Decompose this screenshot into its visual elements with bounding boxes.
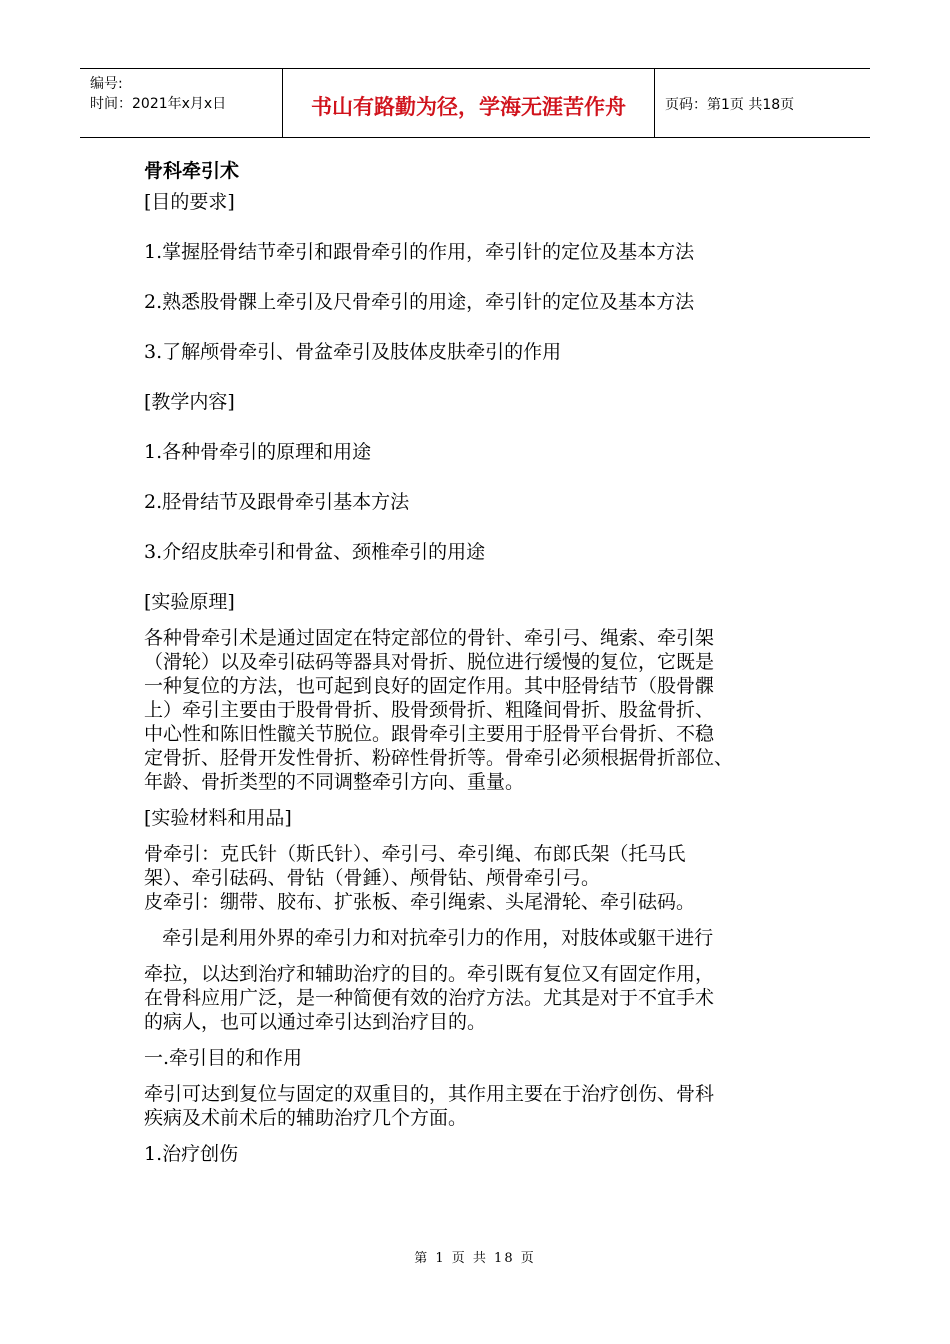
paragraph-line: 皮牵引：绷带、胶布、扩张板、牵引绳索、头尾滑轮、牵引砝码。 bbox=[144, 891, 696, 913]
objective-item: 1.掌握胫骨结节牵引和跟骨牵引的作用，牵引针的定位及基本方法 bbox=[144, 241, 695, 263]
content-item: 2.胫骨结节及跟骨牵引基本方法 bbox=[144, 491, 410, 513]
paragraph-line: 的病人，也可以通过牵引达到治疗目的。 bbox=[144, 1011, 487, 1033]
paragraph-line: 年龄、骨折类型的不同调整牵引方向、重量。 bbox=[144, 771, 525, 793]
document-title: 骨科牵引术 bbox=[144, 160, 240, 182]
section-heading-principle: [实验原理] bbox=[144, 591, 235, 613]
header-left-cell bbox=[80, 69, 283, 137]
doc-number-label: 编号: bbox=[90, 76, 123, 92]
paragraph-line: 牵引可达到复位与固定的双重目的，其作用主要在于治疗创伤、骨科 bbox=[144, 1083, 715, 1105]
paragraph-line: 牵拉，以达到治疗和辅助治疗的目的。牵引既有复位又有固定作用， bbox=[144, 963, 715, 985]
section-heading-objectives: [目的要求] bbox=[144, 191, 235, 213]
materials-paragraph bbox=[144, 842, 812, 914]
section-heading-purpose: 一.牵引目的和作用 bbox=[144, 1047, 303, 1069]
paragraph-line: 骨牵引：克氏针（斯氏针）、牵引弓、牵引绳、布郎氏架（托马氏 bbox=[144, 843, 686, 865]
paragraph-line: 各种骨牵引术是通过固定在特定部位的骨针、牵引弓、绳索、牵引架 bbox=[144, 627, 715, 649]
objective-item: 2.熟悉股骨髁上牵引及尺骨牵引的用途，牵引针的定位及基本方法 bbox=[144, 291, 695, 313]
header-page-info: 页码：第1页 共18页 bbox=[665, 97, 795, 113]
intro-first-line: 牵引是利用外界的牵引力和对抗牵引力的作用，对肢体或躯干进行 bbox=[144, 927, 714, 949]
principle-paragraph bbox=[144, 626, 812, 794]
header-page-cell bbox=[655, 69, 870, 137]
paragraph-line: 架）、牵引砝码、骨钻（骨錘）、颅骨钻、颅骨牵引弓。 bbox=[144, 867, 601, 889]
page-footer: 第 1 页 共 18 页 bbox=[414, 1251, 536, 1266]
paragraph-line: 定骨折、胫骨开发性骨折、粉碎性骨折等。骨牵引必须根据骨折部位、 bbox=[144, 747, 734, 769]
document-body bbox=[144, 158, 812, 1166]
purpose-item: 1.治疗创伤 bbox=[144, 1143, 239, 1165]
section-heading-content: [教学内容] bbox=[144, 391, 235, 413]
paragraph-line: （滑轮）以及牵引砝码等器具对骨折、脱位进行缓慢的复位，它既是 bbox=[144, 651, 715, 673]
objective-item: 3.了解颅骨牵引、骨盆牵引及肢体皮肤牵引的作用 bbox=[144, 341, 562, 363]
purpose-paragraph bbox=[144, 1082, 812, 1130]
section-heading-materials: [实验材料和用品] bbox=[144, 807, 292, 829]
time-label: 时间：2021年x月x日 bbox=[90, 96, 227, 112]
intro-paragraph bbox=[144, 962, 812, 1034]
header-motto-cell bbox=[283, 69, 655, 137]
paragraph-line: 一种复位的方法，也可起到良好的固定作用。其中胫骨结节（股骨髁 bbox=[144, 675, 715, 697]
paragraph-line: 疾病及术前术后的辅助治疗几个方面。 bbox=[144, 1107, 468, 1129]
header-motto: 书山有路勤为径，学海无涯苦作舟 bbox=[311, 95, 626, 119]
content-item: 1.各种骨牵引的原理和用途 bbox=[144, 441, 372, 463]
content-item: 3.介绍皮肤牵引和骨盆、颈椎牵引的用途 bbox=[144, 541, 486, 563]
paragraph-line: 在骨科应用广泛，是一种简便有效的治疗方法。尤其是对于不宜手术 bbox=[144, 987, 715, 1009]
page-header bbox=[80, 68, 870, 138]
paragraph-line: 中心性和陈旧性髋关节脱位。跟骨牵引主要用于胫骨平台骨折、不稳 bbox=[144, 723, 715, 745]
paragraph-line: 上）牵引主要由于股骨骨折、股骨颈骨折、粗隆间骨折、股盆骨折、 bbox=[144, 699, 715, 721]
